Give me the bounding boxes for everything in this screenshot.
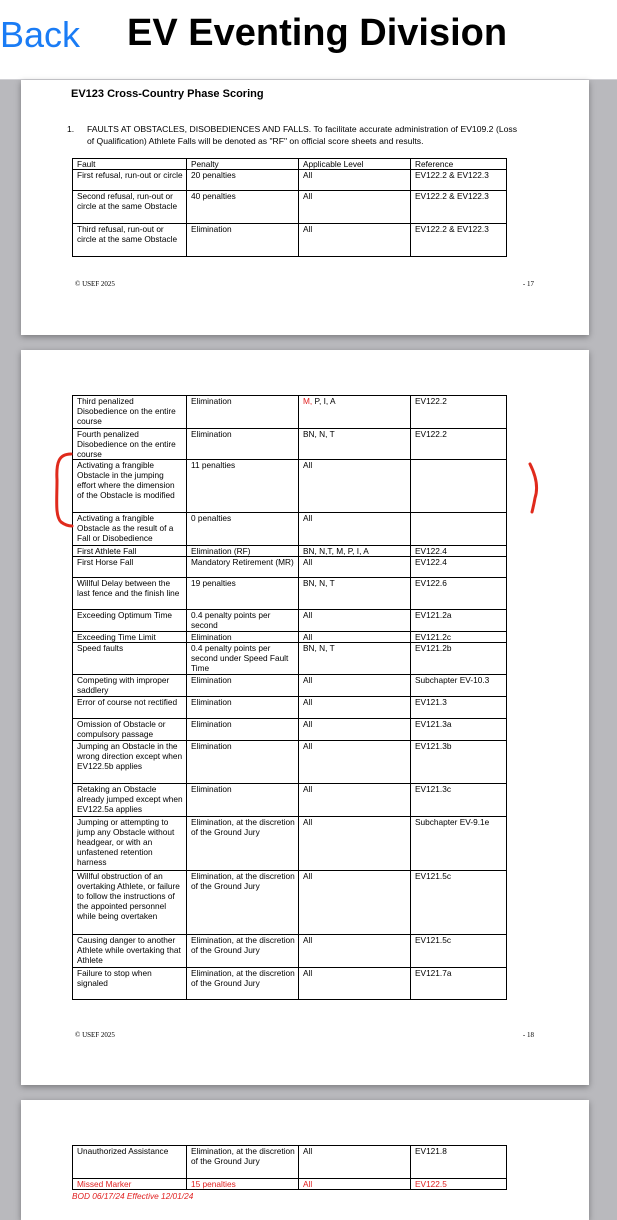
cell-fault: Exceeding Time Limit xyxy=(73,632,187,643)
table-row xyxy=(73,513,507,546)
cell-penalty: 11 penalties xyxy=(187,460,299,513)
table-row xyxy=(73,817,507,871)
cell-fault: Third penalized Disobedience on the entire course xyxy=(73,396,187,429)
cell-fault: First Horse Fall xyxy=(73,557,187,578)
header-reference: Reference xyxy=(411,159,507,170)
cell-level: BN, N, T xyxy=(299,429,411,460)
cell-level: All xyxy=(299,817,411,871)
cell-reference: EV122.2 & EV122.3 xyxy=(411,170,507,191)
table-row xyxy=(73,719,507,741)
cell-reference: Subchapter EV-10.3 xyxy=(411,675,507,697)
cell-fault: Willful Delay between the last fence and the finish line xyxy=(73,578,187,610)
cell-penalty: 20 penalties xyxy=(187,170,299,191)
page-footer-copyright: © USEF 2025 xyxy=(75,1031,115,1039)
cell-level: All xyxy=(299,784,411,817)
cell-fault: Third refusal, run-out or circle at the same Obstacle xyxy=(73,224,187,257)
cell-penalty: Elimination xyxy=(187,741,299,784)
cell-fault: Second refusal, run-out or circle at the same Obstacle xyxy=(73,191,187,224)
scoring-table-continued xyxy=(72,395,507,1000)
cell-fault: Failure to stop when signaled xyxy=(73,968,187,1000)
cell-penalty: Elimination xyxy=(187,224,299,257)
cell-penalty: Elimination, at the discretion of the Ground Jury xyxy=(187,935,299,968)
table-row xyxy=(73,460,507,513)
cell-penalty: 40 penalties xyxy=(187,191,299,224)
section-title: EV123 Cross-Country Phase Scoring xyxy=(71,88,264,100)
cell-fault: Activating a frangible Obstacle in the jumping effort where the dimension of the Obstacle is modified xyxy=(73,460,187,513)
table-row xyxy=(73,935,507,968)
cell-reference: EV122.6 xyxy=(411,578,507,610)
table-row xyxy=(73,429,507,460)
cell-level: BN, N, T xyxy=(299,643,411,675)
cell-penalty: Elimination xyxy=(187,675,299,697)
level-rest: P, I, A xyxy=(312,396,336,406)
cell-fault: Error of course not rectified xyxy=(73,697,187,719)
cell-reference xyxy=(411,513,507,546)
table-row xyxy=(73,610,507,632)
cell-penalty: Mandatory Retirement (MR) xyxy=(187,557,299,578)
cell-fault: Causing danger to another Athlete while overtaking that Athlete xyxy=(73,935,187,968)
cell-reference: EV121.2a xyxy=(411,610,507,632)
cell-reference: EV121.7a xyxy=(411,968,507,1000)
cell-level: All xyxy=(299,513,411,546)
cell-level: All xyxy=(299,935,411,968)
cell-level: All xyxy=(299,1179,411,1190)
cell-fault: First Athlete Fall xyxy=(73,546,187,557)
paragraph xyxy=(67,123,517,147)
table-row xyxy=(73,643,507,675)
cell-reference: EV122.2 & EV122.3 xyxy=(411,224,507,257)
cell-reference: EV121.5c xyxy=(411,871,507,935)
cell-penalty: 0.4 penalty points per second under Speed Fault Time xyxy=(187,643,299,675)
cell-reference: EV121.5c xyxy=(411,935,507,968)
table-row xyxy=(73,578,507,610)
table-row xyxy=(73,968,507,1000)
cell-reference: EV121.8 xyxy=(411,1146,507,1179)
cell-fault: Jumping an Obstacle in the wrong direction except when EV122.5b applies xyxy=(73,741,187,784)
scoring-table-continued xyxy=(72,1145,507,1190)
cell-level: All xyxy=(299,170,411,191)
table-header-row xyxy=(73,159,507,170)
cell-level: All xyxy=(299,697,411,719)
cell-level: All xyxy=(299,675,411,697)
cell-reference: EV121.2c xyxy=(411,632,507,643)
cell-level: BN, N, T xyxy=(299,578,411,610)
cell-fault: Omission of Obstacle or compulsory passage xyxy=(73,719,187,741)
page-number: - 17 xyxy=(522,280,534,288)
paragraph-text: FAULTS AT OBSTACLES, DISOBEDIENCES AND FALLS. To facilitate accurate administration of EV109.2 (Loss of Qualification) Athlete Falls will be denoted as "RF" on official score sheets and results. xyxy=(87,124,517,146)
cell-reference: EV122.2 xyxy=(411,396,507,429)
table-row xyxy=(73,871,507,935)
cell-fault: First refusal, run-out or circle xyxy=(73,170,187,191)
table-row xyxy=(73,224,507,257)
header-fault: Fault xyxy=(73,159,187,170)
cell-penalty: Elimination xyxy=(187,396,299,429)
nav-title: EV Eventing Division xyxy=(127,12,508,54)
cell-penalty: 19 penalties xyxy=(187,578,299,610)
cell-penalty: Elimination, at the discretion of the Ground Jury xyxy=(187,871,299,935)
document-page-17 xyxy=(21,80,589,335)
cell-reference: EV122.4 xyxy=(411,546,507,557)
cell-penalty: Elimination xyxy=(187,784,299,817)
cell-reference: EV121.3b xyxy=(411,741,507,784)
cell-penalty: 0.4 penalty points per second xyxy=(187,610,299,632)
cell-penalty: Elimination (RF) xyxy=(187,546,299,557)
cell-reference: EV122.2 xyxy=(411,429,507,460)
cell-reference: EV121.3 xyxy=(411,697,507,719)
table-row xyxy=(73,784,507,817)
paragraph-number: 1. xyxy=(67,124,75,134)
table-row xyxy=(73,557,507,578)
header-penalty: Penalty xyxy=(187,159,299,170)
scoring-table xyxy=(72,158,507,257)
cell-penalty: Elimination, at the discretion of the Ground Jury xyxy=(187,817,299,871)
cell-reference xyxy=(411,460,507,513)
cell-reference: Subchapter EV-9.1e xyxy=(411,817,507,871)
back-button[interactable]: Back xyxy=(0,14,81,55)
cell-penalty: Elimination xyxy=(187,697,299,719)
document-page-18 xyxy=(21,350,589,1085)
table-row xyxy=(73,1146,507,1179)
cell-level: All xyxy=(299,460,411,513)
cell-level: BN, N,T, M, P, I, A xyxy=(299,546,411,557)
cell-fault: Speed faults xyxy=(73,643,187,675)
cell-fault: Activating a frangible Obstacle as the result of a Fall or Disobedience xyxy=(73,513,187,546)
bod-effective-note: BOD 06/17/24 Effective 12/01/24 xyxy=(72,1191,194,1201)
cell-penalty: Elimination, at the discretion of the Ground Jury xyxy=(187,1146,299,1179)
cell-level: All xyxy=(299,191,411,224)
cell-reference: EV121.3a xyxy=(411,719,507,741)
cell-reference: EV122.2 & EV122.3 xyxy=(411,191,507,224)
table-row xyxy=(73,697,507,719)
table-row xyxy=(73,632,507,643)
table-row xyxy=(73,170,507,191)
cell-penalty: Elimination, at the discretion of the Ground Jury xyxy=(187,968,299,1000)
cell-fault: Jumping or attempting to jump any Obstacle without headgear, or with an unfastened retention harness xyxy=(73,817,187,871)
cell-level: All xyxy=(299,632,411,643)
cell-penalty: 15 penalties xyxy=(187,1179,299,1190)
document-page-19 xyxy=(21,1100,589,1220)
cell-reference: EV121.2b xyxy=(411,643,507,675)
cell-fault: Missed Marker xyxy=(73,1179,187,1190)
cell-level: All xyxy=(299,871,411,935)
cell-level xyxy=(299,396,411,429)
cell-level: All xyxy=(299,968,411,1000)
level-highlight: M, xyxy=(303,396,313,406)
cell-penalty: Elimination xyxy=(187,719,299,741)
cell-penalty: Elimination xyxy=(187,429,299,460)
left-bracket-annotation xyxy=(51,450,75,530)
right-bracket-annotation xyxy=(525,460,541,514)
cell-reference: EV122.5 xyxy=(411,1179,507,1190)
cell-reference: EV122.4 xyxy=(411,557,507,578)
table-row xyxy=(73,396,507,429)
cell-level: All xyxy=(299,224,411,257)
table-row xyxy=(73,546,507,557)
cell-fault: Fourth penalized Disobedience on the entire course xyxy=(73,429,187,460)
table-row-missed-marker xyxy=(73,1179,507,1190)
cell-fault: Retaking an Obstacle already jumped except when EV122.5a applies xyxy=(73,784,187,817)
cell-fault: Unauthorized Assistance xyxy=(73,1146,187,1179)
cell-level: All xyxy=(299,1146,411,1179)
table-row xyxy=(73,741,507,784)
cell-fault: Competing with improper saddlery xyxy=(73,675,187,697)
cell-penalty: 0 penalties xyxy=(187,513,299,546)
cell-penalty: Elimination xyxy=(187,632,299,643)
cell-level: All xyxy=(299,741,411,784)
page-footer-copyright: © USEF 2025 xyxy=(75,280,115,288)
cell-level: All xyxy=(299,719,411,741)
cell-fault: Exceeding Optimum Time xyxy=(73,610,187,632)
header-level: Applicable Level xyxy=(299,159,411,170)
cell-level: All xyxy=(299,610,411,632)
page-number: - 18 xyxy=(522,1031,534,1039)
table-row xyxy=(73,191,507,224)
cell-fault: Willful obstruction of an overtaking Athlete, or failure to follow the instructions of the appointed personnel while being overtaken xyxy=(73,871,187,935)
navigation-bar xyxy=(0,0,617,80)
cell-level: All xyxy=(299,557,411,578)
table-row xyxy=(73,675,507,697)
cell-reference: EV121.3c xyxy=(411,784,507,817)
